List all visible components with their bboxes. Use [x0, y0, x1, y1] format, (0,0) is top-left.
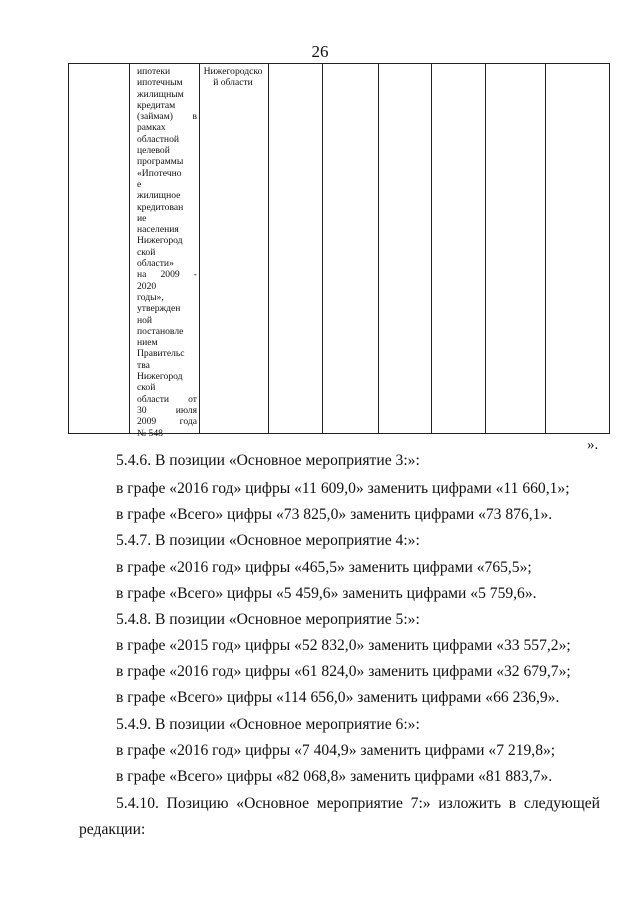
cell-line: области от	[137, 393, 197, 405]
cell-line: ской	[137, 382, 156, 394]
cell-line: ипотечным	[137, 77, 183, 89]
paragraph: в графе «Всего» цифры «73 825,0» заменить цифрами «73 876,1».	[116, 506, 553, 523]
table-column-divider	[129, 64, 130, 433]
cell-line: № 548	[137, 427, 163, 439]
cell-line: областной	[137, 133, 180, 145]
cell-line: постановле	[137, 325, 184, 337]
cell-line: й области	[213, 77, 253, 89]
paragraph: в графе «2016 год» цифры «465,5» заменить цифрами «765,5»;	[116, 559, 532, 576]
cell-line: тва	[137, 359, 150, 371]
cell-line: утвержден	[137, 303, 181, 315]
cell-line: ие	[137, 212, 147, 224]
table-cell-responsible	[200, 66, 266, 89]
cell-line: кредитам	[137, 99, 176, 111]
cell-line: программы	[137, 156, 184, 168]
paragraph: в графе «2015 год» цифры «52 832,0» заменить цифрами «33 557,2»;	[116, 637, 571, 654]
paragraph-continuation: редакции:	[79, 821, 146, 838]
paragraph: в графе «2016 год» цифры «61 824,0» заменить цифрами «32 679,7»;	[116, 663, 571, 680]
cell-line: рамках	[137, 122, 166, 134]
table-column-divider	[199, 64, 200, 433]
cell-line: е	[137, 178, 142, 190]
paragraph: 5.4.6. В позиции «Основное мероприятие 3:»:	[116, 452, 420, 469]
cell-line: Нижегородско	[203, 66, 263, 77]
cell-line: области»	[137, 258, 174, 270]
cell-line: Нижегород	[137, 371, 183, 383]
cell-line: Правительс	[137, 348, 185, 360]
paragraph: в графе «2016 год» цифры «11 609,0» заменить цифрами «11 660,1»;	[116, 480, 570, 497]
table-fragment	[68, 63, 610, 439]
paragraph: в графе «Всего» цифры «114 656,0» заменить цифрами «66 236,9».	[116, 689, 560, 706]
paragraph: в графе «Всего» цифры «82 068,8» заменить цифрами «81 883,7».	[116, 768, 553, 785]
cell-line: годы»,	[137, 291, 164, 303]
cell-line: населения	[137, 224, 179, 236]
paragraph: в графе «Всего» цифры «5 459,6» заменить цифрами «5 759,6».	[116, 585, 537, 602]
table-column-divider	[485, 64, 486, 433]
cell-line: жилищным	[137, 88, 184, 100]
closing-quote: ».	[587, 437, 599, 453]
cell-line: ской	[137, 246, 156, 258]
paragraph: в графе «2016 год» цифры «7 404,9» заменить цифрами «7 219,8»;	[116, 742, 556, 759]
paragraph: 5.4.9. В позиции «Основное мероприятие 6:»:	[116, 716, 420, 733]
cell-line: 2009 года	[137, 416, 197, 428]
page-number: 26	[311, 42, 329, 61]
cell-line: 2020	[137, 280, 157, 292]
table-cell-program-description	[137, 66, 197, 439]
cell-line: на 2009 -	[137, 269, 197, 281]
cell-line: Нижегород	[137, 235, 183, 247]
table-column-divider	[545, 64, 546, 433]
cell-line: жилищное	[137, 190, 181, 202]
paragraph: 5.4.10. Позицию «Основное мероприятие 7:» изложить в следующей	[116, 795, 600, 812]
cell-line: (займам) в	[137, 111, 197, 123]
cell-line: ной	[137, 314, 153, 326]
table-column-divider	[431, 64, 432, 433]
cell-line: нием	[137, 337, 158, 349]
paragraph: 5.4.7. В позиции «Основное мероприятие 4:»:	[116, 532, 420, 549]
cell-line: ипотеки	[137, 66, 171, 77]
paragraph: 5.4.8. В позиции «Основное мероприятие 5:»:	[116, 611, 420, 628]
table-column-divider	[322, 64, 323, 433]
cell-line: кредитован	[137, 201, 184, 213]
cell-line: целевой	[137, 145, 170, 157]
cell-line: «Ипотечно	[137, 167, 182, 179]
table-column-divider	[378, 64, 379, 433]
cell-line: 30 июля	[137, 404, 197, 416]
table-column-divider	[268, 64, 269, 433]
